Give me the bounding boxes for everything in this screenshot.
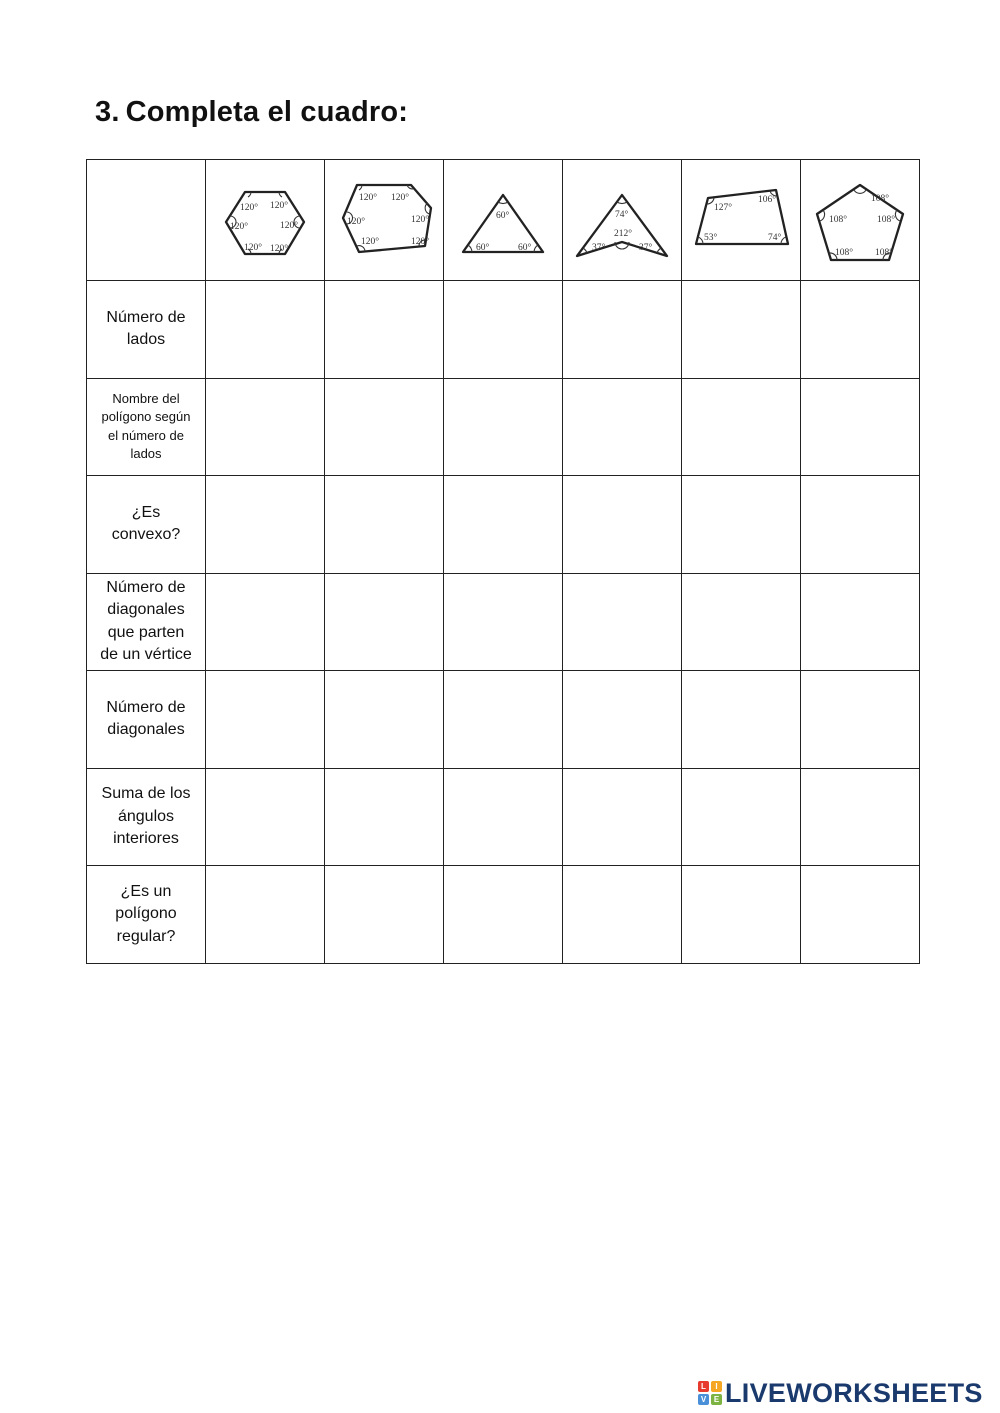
- answer-cell[interactable]: [682, 476, 801, 574]
- corner-cell: [87, 160, 206, 281]
- answer-cell[interactable]: [444, 281, 563, 379]
- angle-label: 108°: [835, 248, 854, 258]
- heading-number: 3.: [95, 96, 120, 128]
- angle-label: 120°: [280, 221, 299, 231]
- angle-label: 108°: [871, 194, 890, 204]
- pentagon-icon: [805, 170, 915, 270]
- row-label: Número de lados: [106, 308, 186, 349]
- irregular-hexagon-icon: [329, 170, 439, 270]
- shape-cell-2: [325, 160, 444, 281]
- answer-cell[interactable]: [563, 671, 682, 769]
- row-polygon-name: [87, 378, 920, 476]
- answer-cell[interactable]: [682, 573, 801, 671]
- angle-label: 53°: [704, 233, 718, 243]
- liveworksheets-watermark: [698, 1376, 983, 1410]
- answer-cell[interactable]: [206, 378, 325, 476]
- row-label-cell: [87, 281, 206, 379]
- answer-cell[interactable]: [325, 378, 444, 476]
- angle-label: 74°: [768, 233, 782, 243]
- logo-tile: E: [711, 1394, 722, 1405]
- answer-cell[interactable]: [682, 866, 801, 964]
- row-label: Nombre del polígono según el número de lados: [101, 390, 191, 462]
- row-label-cell: [87, 866, 206, 964]
- hexagon-icon: [210, 170, 320, 270]
- shape-cell-1: [206, 160, 325, 281]
- logo-tile: L: [698, 1381, 709, 1392]
- row-is-convex: [87, 476, 920, 574]
- row-number-of-sides: [87, 281, 920, 379]
- equilateral-triangle-icon: [448, 170, 558, 270]
- angle-label: 60°: [518, 243, 532, 253]
- answer-cell[interactable]: [325, 768, 444, 866]
- angle-label: 108°: [829, 215, 848, 225]
- answer-cell[interactable]: [206, 671, 325, 769]
- answer-cell[interactable]: [801, 281, 920, 379]
- angle-label: 120°: [270, 201, 289, 211]
- trapezoid-icon: [686, 170, 796, 270]
- heading-text: Completa el cuadro:: [125, 96, 409, 128]
- answer-cell[interactable]: [206, 768, 325, 866]
- shape-header-row: [87, 160, 920, 281]
- angle-label: 37°: [592, 243, 606, 253]
- angle-label: 74°: [615, 210, 629, 220]
- shape-cell-3: [444, 160, 563, 281]
- answer-cell[interactable]: [206, 476, 325, 574]
- row-label: Número de diagonales: [106, 698, 186, 739]
- angle-label: 108°: [875, 248, 894, 258]
- angle-label: 212°: [614, 229, 633, 239]
- answer-cell[interactable]: [682, 671, 801, 769]
- angle-label: 120°: [244, 243, 263, 253]
- answer-cell[interactable]: [801, 866, 920, 964]
- angle-label: 106°: [758, 195, 777, 205]
- row-number-of-diagonals: [87, 671, 920, 769]
- polygon-table: [86, 159, 920, 964]
- row-label-cell: [87, 671, 206, 769]
- angle-label: 108°: [877, 215, 896, 225]
- row-is-regular: [87, 866, 920, 964]
- angle-label: 37°: [639, 243, 653, 253]
- answer-cell[interactable]: [325, 476, 444, 574]
- answer-cell[interactable]: [801, 378, 920, 476]
- logo-tile: I: [711, 1381, 722, 1392]
- answer-cell[interactable]: [325, 866, 444, 964]
- answer-cell[interactable]: [563, 476, 682, 574]
- angle-label: 120°: [411, 237, 430, 247]
- angle-label: 120°: [411, 215, 430, 225]
- angle-label: 120°: [270, 244, 289, 254]
- liveworksheets-logo-icon: [698, 1381, 722, 1405]
- answer-cell[interactable]: [682, 378, 801, 476]
- row-label-cell: [87, 476, 206, 574]
- answer-cell[interactable]: [682, 281, 801, 379]
- answer-cell[interactable]: [206, 281, 325, 379]
- row-label-cell: [87, 378, 206, 476]
- watermark-text: LIVEWORKSHEETS: [725, 1377, 983, 1408]
- answer-cell[interactable]: [801, 768, 920, 866]
- shape-cell-4: [563, 160, 682, 281]
- answer-cell[interactable]: [801, 671, 920, 769]
- answer-cell[interactable]: [563, 378, 682, 476]
- answer-cell[interactable]: [444, 671, 563, 769]
- answer-cell[interactable]: [444, 768, 563, 866]
- answer-cell[interactable]: [325, 671, 444, 769]
- shape-cell-5: [682, 160, 801, 281]
- row-label: ¿Es un polígono regular?: [115, 882, 177, 945]
- answer-cell[interactable]: [682, 768, 801, 866]
- answer-cell[interactable]: [206, 573, 325, 671]
- angle-label: 120°: [361, 237, 380, 247]
- angle-label: 60°: [496, 211, 510, 221]
- row-label: ¿Es convexo?: [111, 503, 181, 544]
- angle-label: 60°: [476, 243, 490, 253]
- answer-cell[interactable]: [444, 378, 563, 476]
- row-diagonals-from-vertex: [87, 573, 920, 671]
- answer-cell[interactable]: [444, 573, 563, 671]
- row-label: Suma de los ángulos interiores: [101, 785, 191, 847]
- answer-cell[interactable]: [206, 866, 325, 964]
- answer-cell[interactable]: [325, 573, 444, 671]
- row-label-cell: [87, 768, 206, 866]
- answer-cell[interactable]: [801, 476, 920, 574]
- answer-cell[interactable]: [444, 866, 563, 964]
- page-title: [95, 96, 408, 129]
- answer-cell[interactable]: [563, 281, 682, 379]
- logo-tile: V: [698, 1394, 709, 1405]
- row-label-cell: [87, 573, 206, 671]
- concave-quadrilateral-icon: [567, 170, 677, 270]
- row-label: Número de diagonales que parten de un vértice: [100, 578, 192, 664]
- answer-cell[interactable]: [801, 573, 920, 671]
- angle-label: 120°: [347, 217, 366, 227]
- answer-cell[interactable]: [563, 768, 682, 866]
- answer-cell[interactable]: [325, 281, 444, 379]
- angle-label: 120°: [391, 193, 410, 203]
- angle-label: 120°: [359, 193, 378, 203]
- row-interior-angle-sum: [87, 768, 920, 866]
- shape-cell-6: [801, 160, 920, 281]
- angle-label: 127°: [714, 203, 733, 213]
- answer-cell[interactable]: [563, 866, 682, 964]
- angle-label: 120°: [240, 203, 259, 213]
- answer-cell[interactable]: [563, 573, 682, 671]
- answer-cell[interactable]: [444, 476, 563, 574]
- angle-label: 120°: [230, 222, 249, 232]
